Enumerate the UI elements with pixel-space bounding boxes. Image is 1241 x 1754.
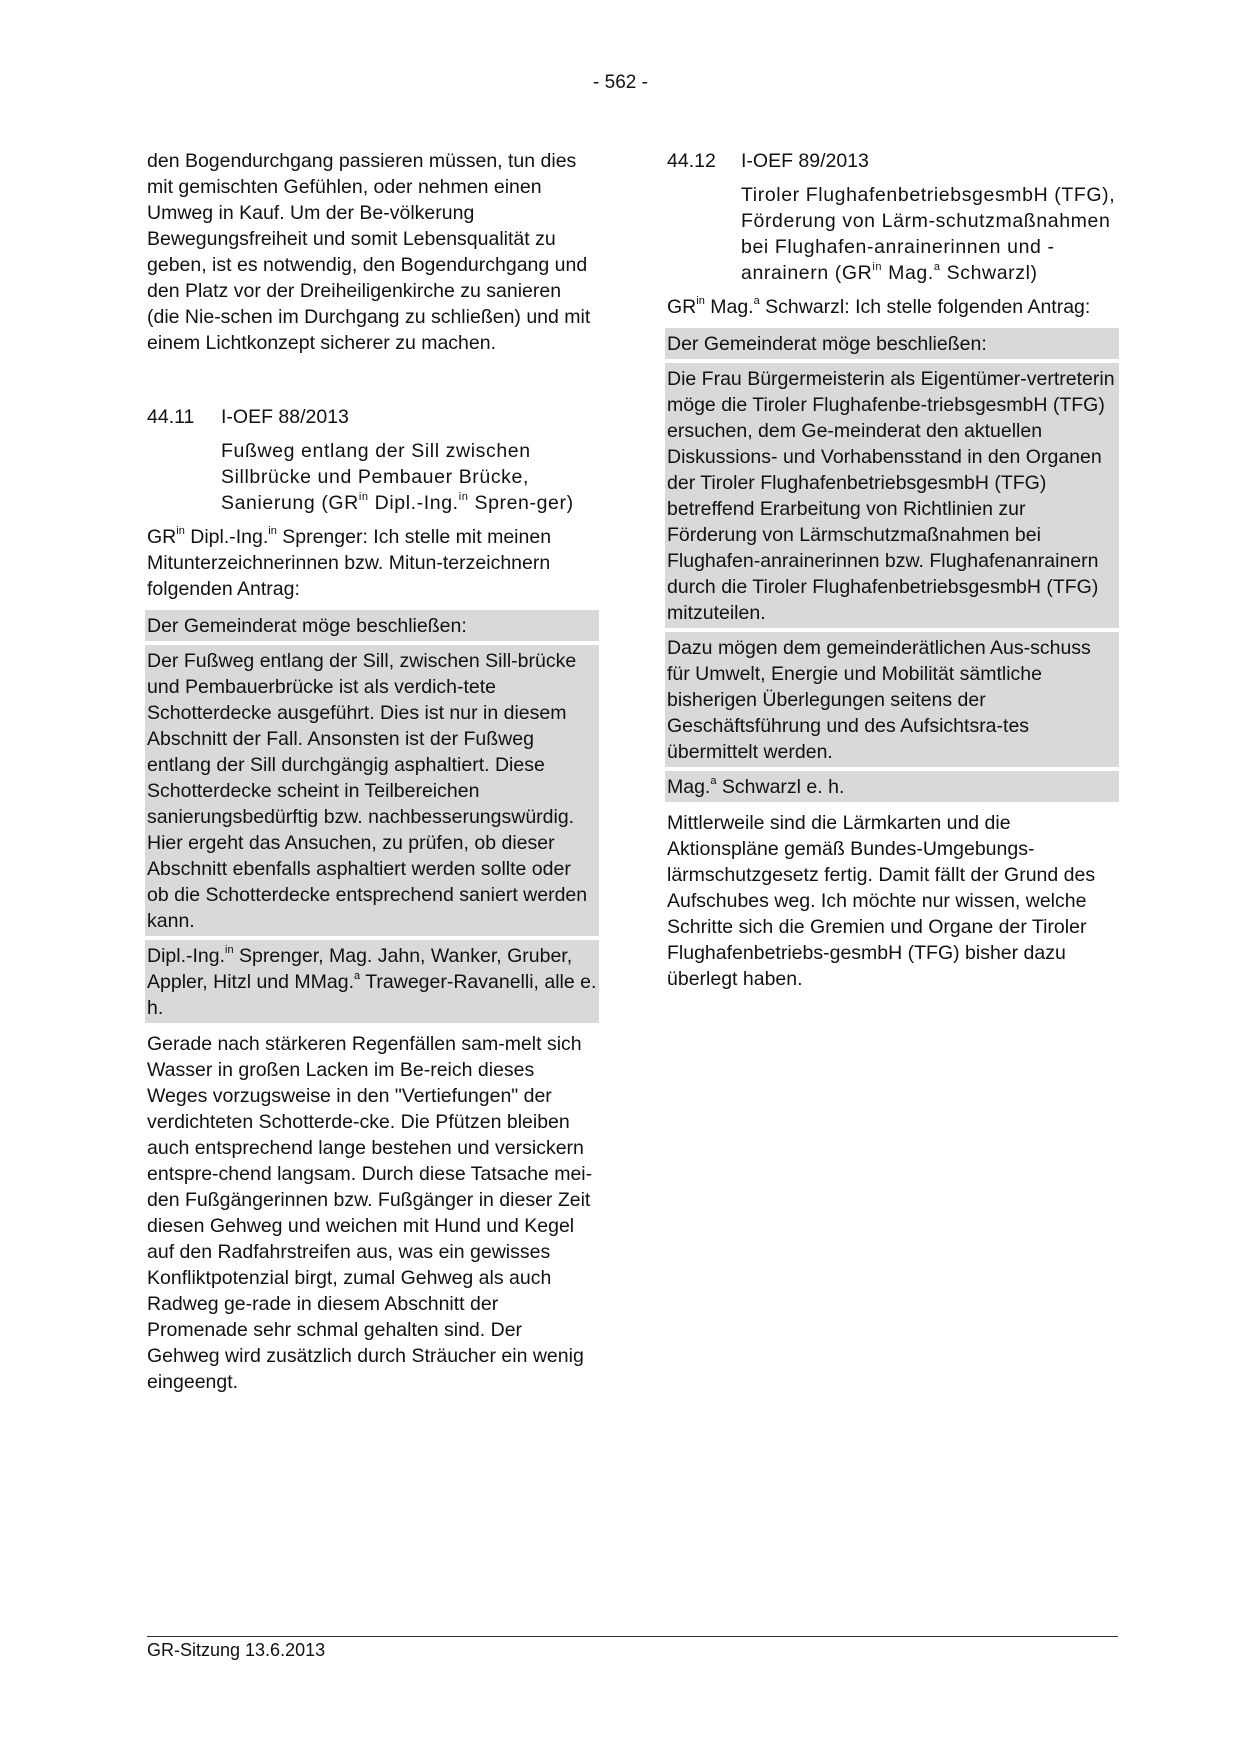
agenda-item-code: I-OEF 89/2013 [741,150,869,172]
left-column [147,148,597,1403]
agenda-item-code: I-OEF 88/2013 [221,406,349,428]
intro-paragraph: den Bogendurchgang passieren müssen, tun dies mit gemischten Gefühlen, oder nehmen einen Umweg in Kauf. Um der Be-völkerung Bewegungsfreiheit und somit Lebensqualität zu geben, ist es notwendig, den Bogendurchgang und den Platz vor der Dreiheiligenkirche zu sanieren (die Nie-schen im Durchgang zu schließen) und mit einem Lichtkonzept sicherer zu machen. [147,150,591,354]
motion-box [147,610,597,1023]
footer-divider [147,1636,1118,1637]
right-column [667,148,1117,1000]
motion-body: Die Frau Bürgermeisterin als Eigentümer-vertreterin möge die Tiroler Flughafenbe-triebsgesmbH (TFG) ersuchen, dem Ge-meinderat den aktuellen Diskussions- und Vorhabensstand in den Organen der Tiroler FlughafenbetriebsgesmbH (TFG) betreffend Erarbeitung von Richtlinien zur Förderung von Lärmschutzmaßnahmen bei Flughafen-anrainerinnen bzw. Flughafenanrainern durch die Tiroler FlughafenbetriebsgesmbH (TFG) mitzuteilen. [665,359,1119,628]
speaker-statement: $GR^{in}$ Dipl.-Ing.$^{in}$ Sprenger: Ich stelle mit meinen Mitunterzeichnerinnen bzw. Mitun-terzeichnern folgenden Antrag: [147,524,552,600]
motion-body: Der Fußweg entlang der Sill, zwischen Sill-brücke und Pembauerbrücke ist als verdich-tete Schotterdecke ausgeführt. Dies ist nur in diesem Abschnitt der Fall. Ansonsten ist der Fußweg entlang der Sill durchgängig asphaltiert. Diese Schotterdecke scheint in Teilbereichen sanierungsbedürftig bzw. nachbesserungswürdig. Hier ergeht das Ansuchen, zu prüfen, ob dieser Abschnitt ebenfalls asphaltiert werden sollte oder ob die Schotterdecke entsprechend saniert werden kann. [145,641,599,936]
motion-intro: Der Gemeinderat möge beschließen: [145,610,599,641]
motion-box [667,328,1117,802]
explanation-paragraph: Mittlerweile sind die Lärmkarten und die Aktionspläne gemäß Bundes-Umgebungs-lärmschutzgesetz fertig. Damit fällt der Grund des Aufschubes weg. Ich möchte nur wissen, welche Schritte sich die Gremien und Organe der Tiroler Flughafenbetriebs-gesmbH (TFG) bisher dazu überlegt haben. [667,812,1096,990]
explanation-paragraph: Gerade nach stärkeren Regenfällen sam-melt sich Wasser in großen Lacken im Be-reich dieses Weges vorzugsweise in den "Vertiefungen" der verdichteten Schotterde-cke. Die Pfützen bleiben auch entsprechend lange bestehen und versickern entspre-chend langsam. Durch diese Tatsache mei-den Fußgängerinnen bzw. Fußgänger in dieser Zeit diesen Gehweg und weichen mit Hund und Kegel auf den Radfahrstreifen aus, was ein gewisses Konfliktpotenzial birgt, zumal Gehweg als auch Radweg ge-rade in diesem Abschnitt der Promenade sehr schmal gehalten sind. Der Gehweg wird zusätzlich durch Sträucher ein wenig eingeengt. [147,1033,593,1393]
agenda-item-number: 44.11 [147,406,195,428]
agenda-item-heading [667,148,1117,174]
motion-signers: Dipl.-Ing.$^{in}$ Sprenger, Mag. Jahn, Wanker, Gruber, Appler, Hitzl und MMag.$^a$ Traweger-Ravanelli, alle e. h. [145,936,599,1023]
motion-intro: Der Gemeinderat möge beschließen: [665,328,1119,359]
motion-body-continued: Dazu mögen dem gemeinderätlichen Aus-schuss für Umwelt, Energie und Mobilität sämtliche bisherigen Überlegungen seitens der Geschäftsführung und des Aufsichtsra-tes übermittelt werden. [665,628,1119,767]
footer-session: GR-Sitzung 13.6.2013 [147,1640,326,1660]
agenda-item-heading [147,404,597,430]
speaker-statement: $GR^{in}$ Mag.$^a$ Schwarzl: Ich stelle folgenden Antrag: [667,294,1091,318]
motion-signers: Mag.$^a$ Schwarzl e. h. [665,767,1119,802]
agenda-item-title: Fußweg entlang der Sill zwischen Sillbrücke und Pembauer Brücke, Sanierung ($GR^{in}$ Dipl.-Ing.$^{in}$ Spren-ger) [221,440,574,514]
agenda-item-title: Tiroler FlughafenbetriebsgesmbH (TFG), Förderung von Lärm-schutzmaßnahmen bei Flughafen-anrainerinnen und -anrainern ($GR^{in}$ Mag.$^a$ Schwarzl) [741,184,1116,284]
agenda-item-number: 44.12 [667,150,716,172]
page-number: - 562 - [593,72,648,93]
